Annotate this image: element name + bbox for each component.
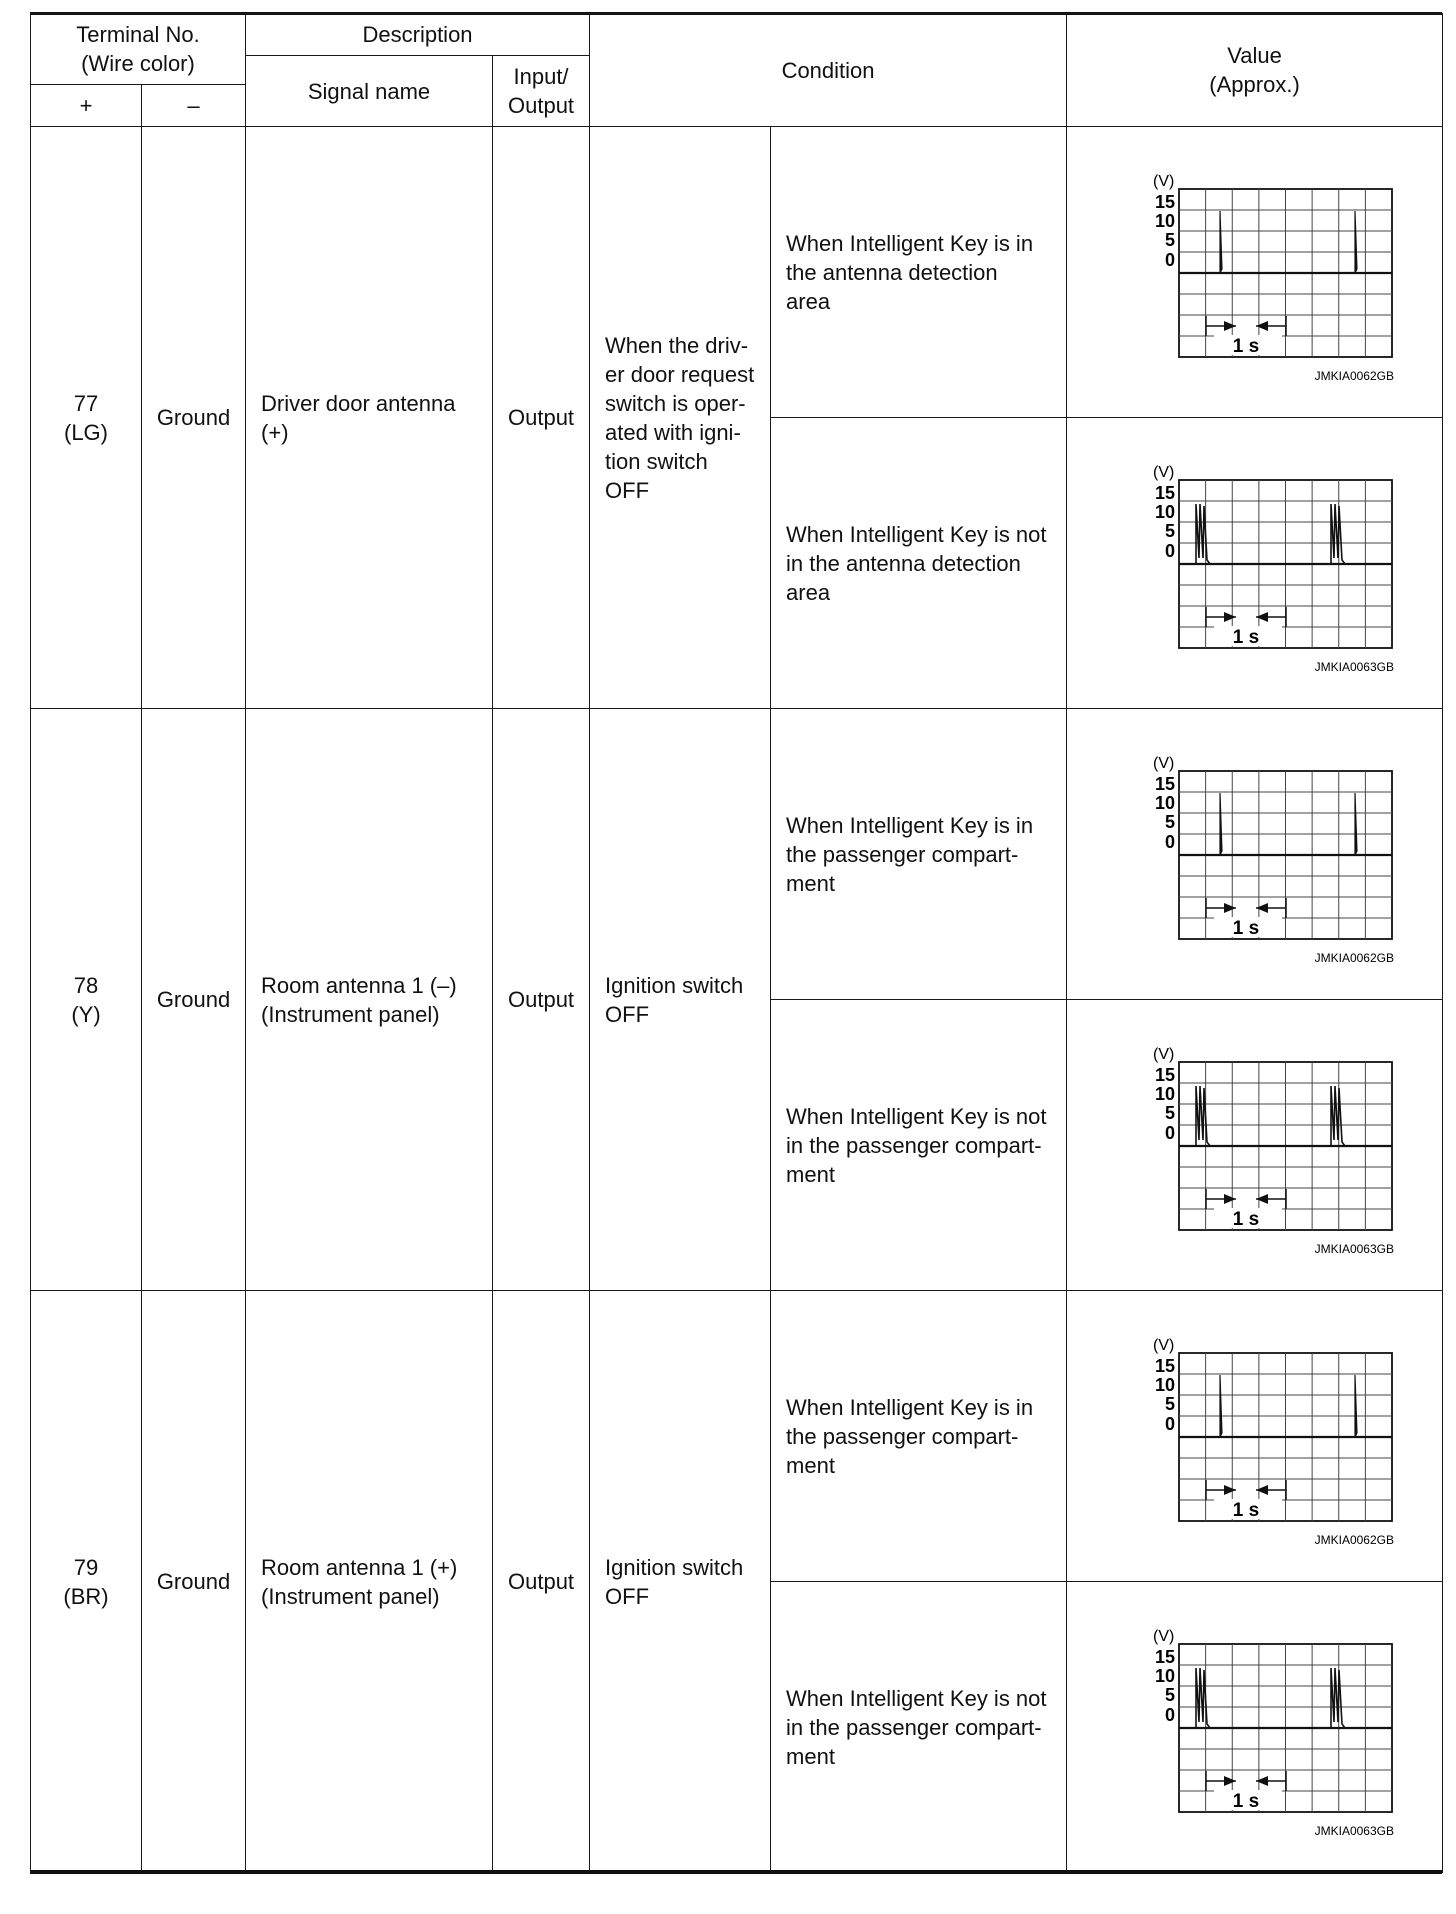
volt-unit-label: (V) [1153, 755, 1175, 772]
sub-condition-cell [771, 1582, 1067, 1873]
y-tick-label: 0 [1165, 250, 1176, 270]
bottom-rule [30, 1870, 1442, 1874]
time-scale-label: 1 s [1232, 1209, 1260, 1230]
time-scale-label: 1 s [1232, 336, 1260, 357]
terminal-cell [31, 127, 142, 709]
condition-cell [590, 1291, 771, 1873]
y-tick-label: 15 [1155, 1647, 1176, 1667]
sub-condition-line: ment [786, 1452, 835, 1478]
sub-condition-line: area [786, 288, 831, 314]
io-cell: Output [493, 1291, 590, 1873]
header-input-output [493, 56, 590, 127]
terminal-cell [31, 1291, 142, 1873]
sub-condition-line: When Intelligent Key is in [786, 812, 1034, 838]
terminal-number: 77 [73, 390, 99, 416]
time-scale-label: 1 s [1232, 918, 1260, 939]
waveform-multi-pulse [1111, 460, 1411, 672]
sub-condition-cell [771, 1291, 1067, 1582]
header-output-label: Output [508, 93, 575, 118]
table-body [31, 127, 1443, 1873]
signal-name-line: (+) [261, 419, 289, 445]
y-tick-label: 0 [1165, 541, 1176, 561]
voltage-pulse-burst [1331, 1086, 1345, 1146]
y-tick-label: 10 [1155, 502, 1176, 522]
y-tick-label: 15 [1155, 1065, 1176, 1085]
sub-condition-cell [771, 709, 1067, 1000]
signal-name-cell [246, 1291, 493, 1873]
table-row [31, 1291, 1443, 1582]
io-cell: Output [493, 709, 590, 1291]
waveform-multi-pulse [1111, 1624, 1411, 1836]
wire-color: (BR) [63, 1583, 109, 1609]
arrowhead [1224, 321, 1236, 331]
y-tick-label: 0 [1165, 832, 1176, 852]
volt-unit-label: (V) [1153, 1046, 1175, 1063]
arrowhead [1224, 903, 1236, 913]
sub-condition-line: When Intelligent Key is in [786, 230, 1034, 256]
sub-condition-cell [771, 1000, 1067, 1291]
waveform-single-pulse [1111, 169, 1411, 381]
signal-name-line: Room antenna 1 (–) [261, 972, 457, 998]
y-tick-label: 15 [1155, 192, 1176, 212]
voltage-pulse-burst [1196, 504, 1210, 564]
sub-condition-line: ment [786, 1743, 835, 1769]
terminal-spec-table [30, 13, 1443, 1873]
sub-condition-line: ment [786, 870, 835, 896]
value-cell [1067, 418, 1443, 709]
header-signal-name: Signal name [246, 56, 493, 127]
arrowhead [1224, 612, 1236, 622]
header-plus: + [31, 85, 142, 127]
header-value [1067, 14, 1443, 127]
sub-condition-line: When Intelligent Key is not [786, 1103, 1047, 1129]
y-tick-label: 15 [1155, 774, 1176, 794]
y-tick-label: 5 [1165, 521, 1176, 541]
voltage-pulse-burst [1331, 504, 1345, 564]
waveform-single-pulse [1111, 1333, 1411, 1545]
waveform-multi-pulse [1111, 1042, 1411, 1254]
y-tick-label: 15 [1155, 483, 1176, 503]
arrowhead [1256, 1194, 1268, 1204]
figure-id: JMKIA0063GB [1314, 1242, 1395, 1256]
value-cell [1067, 709, 1443, 1000]
table-row [31, 709, 1443, 1000]
sub-condition-line: in the passenger compart- [786, 1132, 1042, 1158]
figure-id: JMKIA0062GB [1314, 951, 1395, 965]
y-tick-label: 5 [1165, 812, 1176, 832]
signal-name-line: (Instrument panel) [261, 1001, 440, 1027]
sub-condition-line: When Intelligent Key is not [786, 1685, 1047, 1711]
header-terminal-no-label: Terminal No. [76, 22, 200, 47]
terminal-cell [31, 709, 142, 1291]
time-scale-label: 1 s [1232, 1500, 1260, 1521]
sub-condition-line: the passenger compart- [786, 841, 1019, 867]
sub-condition-line: in the passenger compart- [786, 1714, 1042, 1740]
voltage-pulse [1220, 1375, 1222, 1437]
arrowhead [1256, 612, 1268, 622]
y-tick-label: 5 [1165, 1685, 1176, 1705]
voltage-pulse [1355, 793, 1357, 855]
figure-id: JMKIA0062GB [1314, 369, 1395, 383]
header-description: Description [246, 14, 590, 56]
voltage-pulse-burst [1196, 1668, 1210, 1728]
condition-line: OFF [605, 477, 650, 503]
figure-id: JMKIA0063GB [1314, 1824, 1395, 1838]
sub-condition-line: ment [786, 1161, 835, 1187]
ground-cell: Ground [142, 127, 246, 709]
ground-cell: Ground [142, 1291, 246, 1873]
sub-condition-line: When Intelligent Key is not [786, 521, 1047, 547]
y-tick-label: 0 [1165, 1123, 1176, 1143]
sub-condition-line: the antenna detection [786, 259, 998, 285]
sub-condition-line: in the antenna detection [786, 550, 1021, 576]
arrowhead [1256, 1776, 1268, 1786]
y-tick-label: 0 [1165, 1414, 1176, 1434]
y-tick-label: 5 [1165, 1103, 1176, 1123]
arrowhead [1256, 1485, 1268, 1495]
figure-id: JMKIA0063GB [1314, 660, 1395, 674]
signal-name-cell [246, 127, 493, 709]
y-tick-label: 5 [1165, 230, 1176, 250]
y-tick-label: 10 [1155, 793, 1176, 813]
value-cell [1067, 1000, 1443, 1291]
sub-condition-cell [771, 127, 1067, 418]
condition-line: OFF [605, 1001, 650, 1027]
sub-condition-line: area [786, 579, 831, 605]
volt-unit-label: (V) [1153, 173, 1175, 190]
waveform-single-pulse [1111, 751, 1411, 963]
condition-line: Ignition switch [605, 1554, 744, 1580]
y-tick-label: 5 [1165, 1394, 1176, 1414]
header-terminal-no [31, 14, 246, 85]
terminal-number: 79 [73, 1554, 99, 1580]
voltage-pulse [1220, 211, 1222, 273]
y-tick-label: 15 [1155, 1356, 1176, 1376]
terminal-number: 78 [73, 972, 99, 998]
table-row [31, 127, 1443, 418]
arrowhead [1224, 1194, 1236, 1204]
figure-id: JMKIA0062GB [1314, 1533, 1395, 1547]
y-tick-label: 10 [1155, 1666, 1176, 1686]
condition-line: ated with igni- [605, 419, 741, 445]
sub-condition-line: the passenger compart- [786, 1423, 1019, 1449]
wire-color: (Y) [71, 1001, 101, 1027]
condition-line: switch is oper- [605, 390, 746, 416]
voltage-pulse-burst [1331, 1668, 1345, 1728]
io-cell: Output [493, 127, 590, 709]
y-tick-label: 0 [1165, 1705, 1176, 1725]
condition-cell [590, 709, 771, 1291]
condition-line: When the driv- [605, 332, 749, 358]
voltage-pulse [1355, 211, 1357, 273]
volt-unit-label: (V) [1153, 1628, 1175, 1645]
sub-condition-line: When Intelligent Key is in [786, 1394, 1034, 1420]
signal-name-line: Driver door antenna [261, 390, 456, 416]
y-tick-label: 10 [1155, 1375, 1176, 1395]
header-wire-color-label: (Wire color) [81, 51, 195, 76]
condition-cell [590, 127, 771, 709]
signal-name-line: (Instrument panel) [261, 1583, 440, 1609]
header-condition: Condition [590, 14, 1067, 127]
y-tick-label: 10 [1155, 211, 1176, 231]
value-cell [1067, 1291, 1443, 1582]
y-tick-label: 10 [1155, 1084, 1176, 1104]
volt-unit-label: (V) [1153, 1337, 1175, 1354]
header-input-label: Input/ [513, 64, 569, 89]
condition-line: Ignition switch [605, 972, 744, 998]
wire-color: (LG) [64, 419, 108, 445]
ground-cell: Ground [142, 709, 246, 1291]
signal-name-line: Room antenna 1 (+) [261, 1554, 458, 1580]
arrowhead [1224, 1776, 1236, 1786]
header-approx-label: (Approx.) [1209, 72, 1300, 97]
voltage-pulse-burst [1196, 1086, 1210, 1146]
arrowhead [1224, 1485, 1236, 1495]
value-cell [1067, 1582, 1443, 1873]
volt-unit-label: (V) [1153, 464, 1175, 481]
condition-line: tion switch [605, 448, 708, 474]
condition-line: er door request [605, 361, 755, 387]
header-value-label: Value [1227, 43, 1282, 68]
signal-name-cell [246, 709, 493, 1291]
condition-line: OFF [605, 1583, 650, 1609]
arrowhead [1256, 321, 1268, 331]
voltage-pulse [1355, 1375, 1357, 1437]
sub-condition-cell [771, 418, 1067, 709]
time-scale-label: 1 s [1232, 1791, 1260, 1812]
header-minus: – [142, 85, 246, 127]
arrowhead [1256, 903, 1268, 913]
time-scale-label: 1 s [1232, 627, 1260, 648]
voltage-pulse [1220, 793, 1222, 855]
value-cell [1067, 127, 1443, 418]
